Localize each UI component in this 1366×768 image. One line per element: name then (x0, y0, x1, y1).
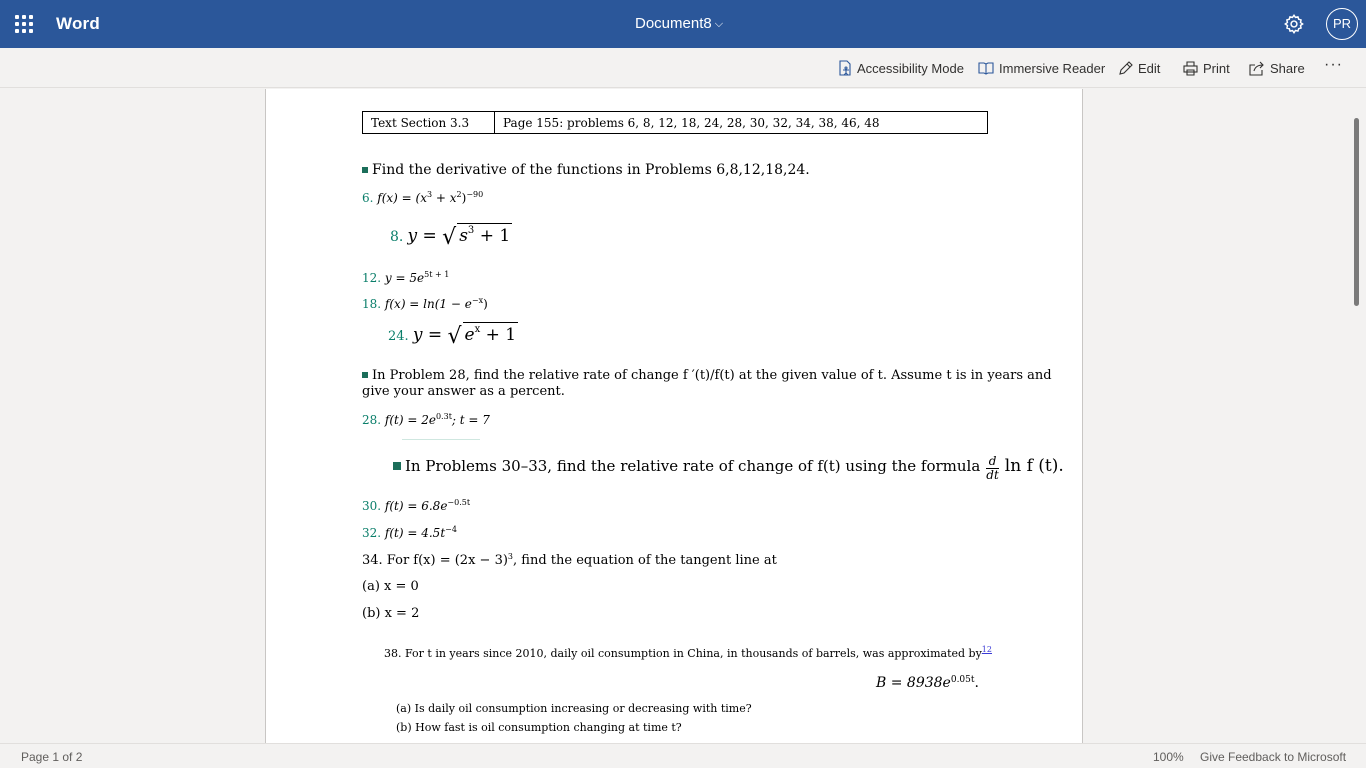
problem-6-expr: f(x) = (x (377, 191, 427, 205)
zoom-level[interactable]: 100% (1153, 750, 1184, 764)
problem-12-exp: 5t + 1 (424, 270, 450, 279)
document-page (265, 89, 1083, 743)
section3-heading (393, 455, 1064, 482)
problem-8-number: 8. (390, 229, 404, 245)
problem-8 (390, 223, 512, 250)
document-canvas[interactable] (0, 89, 1366, 743)
problem-28-expr: f(t) = 2e (384, 413, 436, 427)
problem-8-lhs: y = (407, 226, 443, 246)
immersive-reader-icon (978, 60, 994, 76)
problem-38-text: 38. For t in years since 2010, daily oil consumption in China, in thousands of barrels, was approximated by (384, 647, 982, 660)
edit-button[interactable] (1118, 59, 1160, 77)
avatar[interactable]: PR (1326, 8, 1358, 40)
problem-24-number: 24. (388, 329, 409, 344)
bullet-square-icon (362, 167, 368, 173)
document-title-text: Document8 (635, 15, 712, 32)
header-cell-problems: Page 155: problems 6, 8, 12, 18, 24, 28, 30, 32, 34, 38, 46, 48 (503, 116, 880, 130)
problem-34b: (b) x = 2 (362, 606, 420, 621)
more-options-icon[interactable]: ··· (1324, 56, 1343, 73)
share-icon (1249, 61, 1265, 76)
problem-18-exp: −x (471, 296, 484, 305)
problem-18 (362, 296, 488, 311)
problem-24 (388, 322, 518, 349)
page-info: Page 1 of 2 (21, 750, 83, 764)
document-title[interactable] (635, 15, 723, 32)
printer-icon (1183, 61, 1198, 76)
problem-24-rad-exp: x (474, 324, 481, 335)
problem-38 (384, 645, 992, 660)
problem-6-tail: ) (461, 191, 467, 205)
problem-38-formula-tail: . (974, 675, 979, 691)
command-bar (0, 48, 1366, 88)
problem-32-number: 32. (362, 526, 382, 540)
problem-18-expr: f(x) = ln(1 − e (384, 297, 472, 311)
problem-28 (362, 412, 490, 427)
problem-32-exp: −4 (445, 525, 457, 534)
problem-18-number: 18. (362, 297, 382, 311)
bullet-square-icon (362, 372, 368, 378)
fraction-numerator: d (986, 455, 999, 469)
gear-icon[interactable] (1283, 13, 1305, 35)
accessibility-mode-label: Accessibility Mode (857, 60, 964, 76)
section3-tail: ln f (t). (1004, 456, 1064, 476)
problem-6-exp1: 3 (427, 190, 433, 199)
fraction-denominator: dt (986, 468, 999, 482)
problem-24-rad-tail: + 1 (480, 325, 517, 345)
pencil-icon (1118, 61, 1133, 76)
title-bar (0, 0, 1366, 48)
problem-6-mid: + x (432, 191, 457, 205)
edit-label: Edit (1138, 60, 1161, 76)
radical-sign-icon: √ (442, 225, 457, 250)
problem-30-exp: −0.5t (447, 498, 471, 507)
print-button[interactable] (1183, 59, 1230, 77)
problem-8-rad-exp: 3 (467, 225, 475, 236)
problem-28-exp: 0.3t (435, 412, 452, 421)
problem-8-rad-tail: + 1 (474, 226, 511, 246)
chevron-down-icon: ⌵ (714, 18, 724, 30)
section1-heading-text: Find the derivative of the functions in Problems 6,8,12,18,24. (372, 162, 810, 178)
problem-12-number: 12. (362, 271, 382, 285)
print-label: Print (1203, 60, 1230, 76)
problem-12-expr: y = 5e (384, 271, 425, 285)
problem-30 (362, 498, 470, 513)
problem-30-number: 30. (362, 499, 382, 513)
section2-line1-text: In Problem 28, find the relative rate of change f ′(t)/f(t) at the given value of t. Assume t is in years and (372, 368, 1052, 383)
problem-8-rad-var: s (459, 226, 468, 246)
problem-6-exp3: −90 (466, 190, 484, 199)
problem-24-radicand (463, 322, 519, 345)
radical-sign-icon: √ (447, 324, 462, 349)
problem-30-expr: f(t) = 6.8e (384, 499, 448, 513)
footnote-link[interactable]: 12 (981, 645, 992, 654)
problem-6 (362, 190, 483, 205)
vertical-scrollbar[interactable] (1354, 118, 1359, 306)
problem-32 (362, 525, 457, 540)
header-table (362, 111, 988, 134)
section3-text: In Problems 30–33, find the relative rate of change of f(t) using the formula (405, 457, 981, 475)
derivative-fraction (986, 455, 999, 482)
problem-34 (362, 552, 777, 568)
app-name[interactable]: Word (56, 14, 100, 33)
app-launcher-icon[interactable] (15, 15, 33, 33)
problem-28-number: 28. (362, 413, 382, 427)
problem-34-exp: 3 (507, 552, 514, 561)
immersive-reader-label: Immersive Reader (999, 60, 1106, 76)
feedback-link[interactable]: Give Feedback to Microsoft (1200, 750, 1347, 764)
section2-line1 (362, 368, 1052, 383)
problem-38-formula (876, 675, 979, 691)
share-label: Share (1270, 60, 1305, 76)
problem-38a: (a) Is daily oil consumption increasing or decreasing with time? (396, 702, 752, 715)
problem-6-exp2: 2 (456, 190, 462, 199)
share-button[interactable] (1249, 59, 1305, 77)
problem-8-radicand (457, 223, 512, 246)
divider (402, 439, 480, 440)
bullet-square-icon (393, 462, 401, 470)
problem-38-formula-exp: 0.05t (950, 675, 975, 685)
immersive-reader-button[interactable] (978, 59, 1105, 77)
problem-24-lhs: y = (412, 325, 448, 345)
problem-38-formula-expr: B = 8938e (876, 675, 951, 691)
problem-6-number: 6. (362, 191, 374, 205)
header-cell-section: Text Section 3.3 (363, 112, 495, 133)
problem-32-expr: f(t) = 4.5t (384, 526, 446, 540)
section2-line2: give your answer as a percent. (362, 384, 565, 399)
problem-34-expr: 34. For f(x) = (2x − 3) (362, 553, 508, 568)
problem-12 (362, 270, 449, 285)
accessibility-mode-button[interactable] (838, 59, 964, 77)
section1-heading (362, 162, 810, 178)
problem-34-tail: , find the equation of the tangent line at (513, 553, 777, 568)
problem-38b: (b) How fast is oil consumption changing at time t? (396, 721, 682, 734)
problem-18-tail: ) (483, 297, 488, 311)
status-bar (0, 743, 1366, 768)
problem-28-tail: ; t = 7 (451, 413, 490, 427)
accessibility-icon (838, 60, 852, 76)
problem-24-rad-var: e (464, 325, 475, 345)
problem-34a: (a) x = 0 (362, 579, 419, 594)
